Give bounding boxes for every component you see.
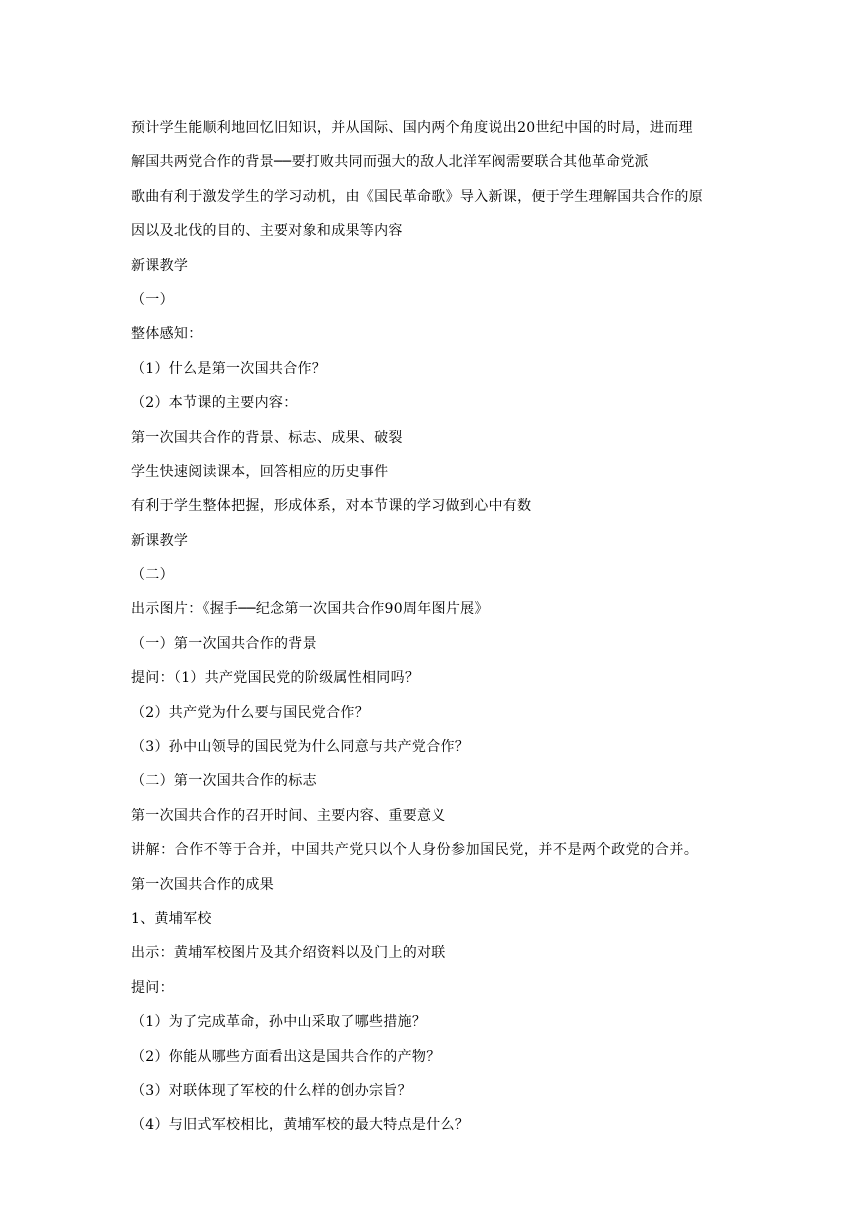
paragraph-line: 讲解：合作不等于合并，中国共产党只以个人身份参加国民党，并不是两个政党的合并。: [131, 842, 699, 859]
paragraph-line: 出示图片：《握手──纪念第一次国共合作90周年图片展》: [131, 601, 489, 618]
paragraph-line: 因以及北伐的目的、主要对象和成果等内容: [131, 223, 403, 240]
paragraph-line: 解国共两党合作的背景──要打败共同而强大的敌人北洋军阀需要联合其他革命党派: [131, 154, 649, 171]
question-item: （2）共产党为什么要与国民党合作？: [131, 704, 370, 721]
subsection-heading: （二）第一次国共合作的标志: [131, 773, 317, 790]
document-body: [131, 111, 731, 1143]
question-item: （2）本节课的主要内容：: [131, 395, 298, 412]
subsection-heading: （一）第一次国共合作的背景: [131, 635, 317, 652]
subsection-heading: 第一次国共合作的成果: [131, 876, 274, 893]
paragraph-line: 第一次国共合作的召开时间、主要内容、重要意义: [131, 807, 446, 824]
question-item: （1）为了完成革命，孙中山采取了哪些措施？: [131, 1014, 427, 1031]
question-item: （2）你能从哪些方面看出这是国共合作的产物？: [131, 1048, 441, 1065]
paragraph-line: 第一次国共合作的背景、标志、成果、破裂: [131, 429, 403, 446]
section-heading: 新课教学: [131, 257, 189, 274]
question-item: （1）什么是第一次国共合作？: [131, 360, 327, 377]
question-item: （3）对联体现了军校的什么样的创办宗旨？: [131, 1082, 412, 1099]
question-item: 提问：（1）共产党国民党的阶级属性相同吗？: [131, 670, 420, 687]
paragraph-line: 学生快速阅读课本，回答相应的历史事件: [131, 463, 389, 480]
section-number: （一）: [131, 291, 174, 308]
section-number: （二）: [131, 567, 174, 584]
paragraph-line: 提问：: [131, 979, 174, 996]
question-item: （4）与旧式军校相比，黄埔军校的最大特点是什么？: [131, 1117, 470, 1134]
section-heading: 新课教学: [131, 532, 189, 549]
paragraph-line: 预计学生能顺利地回忆旧知识，并从国际、国内两个角度说出20世纪中国的时局，进而理: [131, 120, 693, 136]
paragraph-line: 有利于学生整体把握，形成体系，对本节课的学习做到心中有数: [131, 498, 532, 515]
paragraph-line: 歌曲有利于激发学生的学习动机，由《国民革命歌》导入新课，便于学生理解国共合作的原: [131, 188, 703, 205]
paragraph-line: 整体感知：: [131, 326, 203, 343]
paragraph-line: 出示：黄埔军校图片及其介绍资料以及门上的对联: [131, 945, 446, 962]
question-item: （3）孙中山领导的国民党为什么同意与共产党合作？: [131, 739, 470, 756]
list-item: 1、黄埔军校: [131, 910, 212, 927]
